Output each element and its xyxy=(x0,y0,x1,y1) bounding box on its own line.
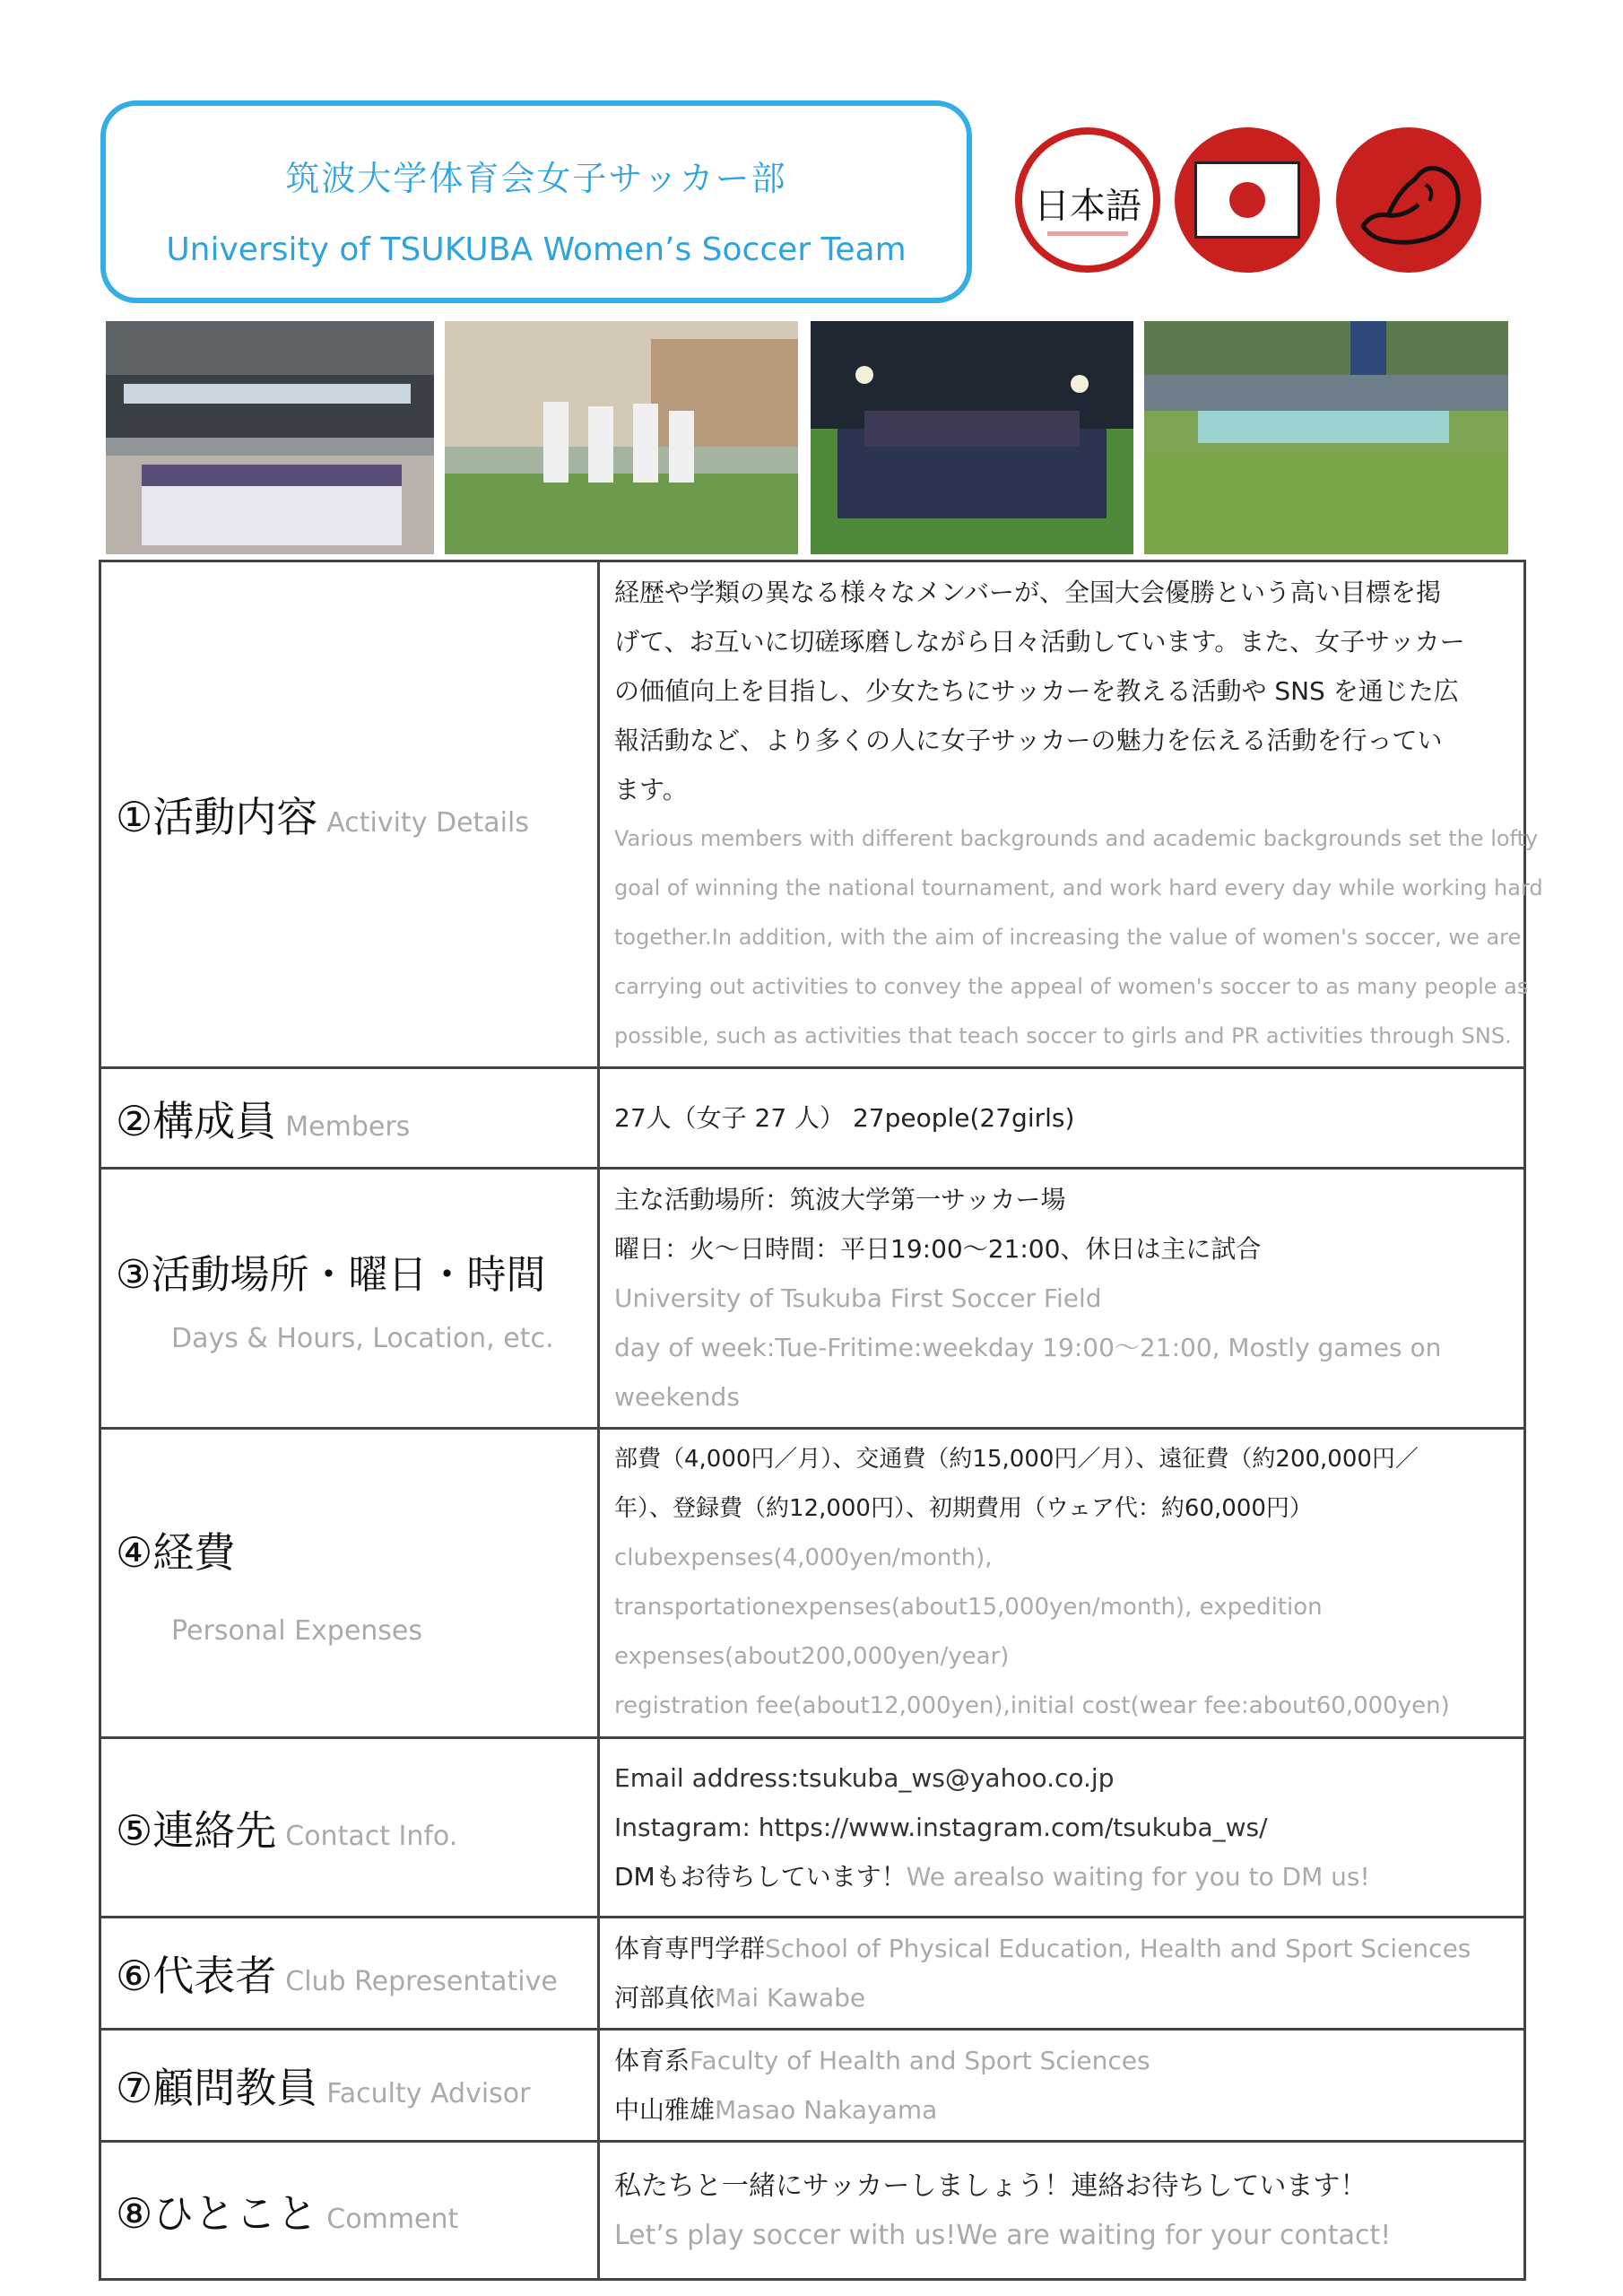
activity-content xyxy=(599,561,1543,1068)
location-label-cell xyxy=(100,1169,599,1429)
comment-label-jp: ⑧ひとこと xyxy=(116,2188,318,2238)
row-contact xyxy=(100,1738,1525,1918)
location-jp-line: 曜日：火〜日時間：平日19:00〜21:00、休日は主に試合 xyxy=(614,1234,1262,1264)
expenses-label-cell xyxy=(100,1429,599,1738)
row-activity xyxy=(100,561,1525,1068)
members-label-en: Members xyxy=(285,1110,411,1143)
expenses-label-jp: ④経費 xyxy=(116,1527,236,1577)
activity-label-jp: ①活動内容 xyxy=(116,793,318,841)
representative-school-en: School of Physical Education, Health and Sport Sciences xyxy=(765,1934,1471,1963)
location-en-line: University of Tsukuba First Soccer Field xyxy=(614,1283,1102,1313)
location-en-line: weekends xyxy=(614,1382,740,1412)
email-address[interactable]: Email address:tsukuba_ws@yahoo.co.jp xyxy=(614,1763,1115,1793)
expenses-en-line: transportationexpenses(about15,000yen/month), expedition xyxy=(614,1594,1323,1621)
advisor-label-jp: ⑦顧問教員 xyxy=(116,2064,318,2112)
dm-en: We arealso waiting for you to DM us! xyxy=(906,1862,1370,1892)
activity-en-line: together.In addition, with the aim of increasing the value of women's soccer, we are xyxy=(614,925,1522,950)
members-line: 27人（女子 27 人） 27people(27girls) xyxy=(614,1103,1075,1133)
representative-school-jp: 体育専門学群 xyxy=(614,1934,766,1963)
advisor-content xyxy=(599,2030,1525,2142)
location-en-line: day of week:Tue-Fritime:weekday 19:00〜21:00, Mostly games on xyxy=(614,1333,1442,1362)
dm-jp: DMもお待ちしています！ xyxy=(614,1862,907,1892)
activity-en-line: goal of winning the national tournament, and work hard every day while working hard xyxy=(614,875,1543,900)
activity-jp-line: 報活動など、より多くの人に女子サッカーの魅力を伝える活動を行ってい xyxy=(614,726,1443,755)
team-photo-1 xyxy=(106,321,434,554)
title-box xyxy=(100,100,972,303)
expenses-en-line: registration fee(about12,000yen),initial cost(wear fee:about60,000yen) xyxy=(614,1692,1450,1719)
members-content xyxy=(599,1068,1525,1169)
advisor-faculty-en: Faculty of Health and Sport Sciences xyxy=(690,2046,1150,2075)
activity-jp-line: ます。 xyxy=(614,775,688,804)
language-label: 日本語 xyxy=(1022,178,1153,229)
comment-label-cell xyxy=(100,2142,599,2280)
title-japanese: 筑波大学体育会女子サッカー部 xyxy=(285,159,787,198)
representative-name-en: Mai Kawabe xyxy=(715,1983,866,2013)
representative-name-jp: 河部真依 xyxy=(614,1983,716,2013)
contact-label-cell xyxy=(100,1738,599,1918)
activity-label-en: Activity Details xyxy=(326,807,529,839)
expenses-en-line: expenses(about200,000yen/year) xyxy=(614,1643,1010,1670)
team-photo-3 xyxy=(811,321,1133,554)
activity-jp-line: 経歴や学類の異なる様々なメンバーが、全国大会優勝という高い目標を掲 xyxy=(614,578,1442,607)
location-label-jp: ③活動場所・曜日・時間 xyxy=(116,1252,546,1298)
expenses-label-en: Personal Expenses xyxy=(171,1614,423,1647)
activity-en-line: carrying out activities to convey the appeal of women's soccer to as many people as xyxy=(614,974,1529,999)
expenses-content xyxy=(599,1429,1525,1738)
activity-en-line: Various members with different backgrounds and academic backgrounds set the lofty xyxy=(614,826,1539,851)
row-comment xyxy=(100,2142,1525,2280)
contact-label-jp: ⑤連絡先 xyxy=(116,1805,277,1855)
expenses-jp-line: 年）、登録費（約12,000円）、初期費用（ウェア代：約60,000円） xyxy=(614,1495,1313,1522)
expenses-en-line: clubexpenses(4,000yen/month), xyxy=(614,1544,993,1571)
row-representative xyxy=(100,1918,1525,2030)
location-jp-line: 主な活動場所：筑波大学第一サッカー場 xyxy=(614,1185,1066,1214)
row-members xyxy=(100,1068,1525,1169)
club-info-table xyxy=(99,560,1543,2281)
members-label-jp: ②構成員 xyxy=(116,1096,277,1145)
advisor-label-cell xyxy=(100,2030,599,2142)
expenses-jp-line: 部費（4,000円／月）、交通費（約15,000円／月）、遠征費（約200,000円／ xyxy=(614,1446,1419,1473)
advisor-faculty-jp: 体育系 xyxy=(614,2046,690,2075)
activity-label-cell xyxy=(100,561,599,1068)
representative-content xyxy=(599,1918,1525,2030)
comment-en: Let’s play soccer with us!We are waiting for your contact! xyxy=(614,2219,1392,2251)
flexed-arm-icon xyxy=(1336,127,1481,273)
activity-en-line: possible, such as activities that teach soccer to girls and PR activities through SNS. xyxy=(614,1023,1512,1048)
row-expenses xyxy=(100,1429,1525,1738)
japanese-language-badge[interactable] xyxy=(1015,127,1160,273)
japan-flag-icon xyxy=(1175,127,1320,273)
row-advisor xyxy=(100,2030,1525,2142)
comment-content xyxy=(599,2142,1525,2280)
flag-rectangle xyxy=(1194,161,1300,239)
location-content xyxy=(599,1169,1525,1429)
activity-jp-line: げて、お互いに切磋琢磨しながら日々活動しています。また、女子サッカー xyxy=(614,627,1465,657)
location-label-en: Days & Hours, Location, etc. xyxy=(171,1323,554,1354)
advisor-label-en: Faculty Advisor xyxy=(326,2078,531,2109)
contact-label-en: Contact Info. xyxy=(285,1820,458,1852)
instagram-link[interactable]: Instagram: https://www.instagram.com/tsukuba_ws/ xyxy=(614,1813,1268,1842)
advisor-name-jp: 中山雅雄 xyxy=(614,2095,716,2125)
team-photo-2 xyxy=(445,321,798,554)
advisor-name-en: Masao Nakayama xyxy=(715,2095,938,2125)
flag-sun xyxy=(1229,182,1265,218)
contact-content xyxy=(599,1738,1525,1918)
representative-label-en: Club Representative xyxy=(285,1966,558,1997)
title-english: University of TSUKUBA Women’s Soccer Team xyxy=(166,231,907,268)
representative-label-cell xyxy=(100,1918,599,2030)
representative-label-jp: ⑥代表者 xyxy=(116,1952,277,2000)
comment-label-en: Comment xyxy=(326,2203,459,2235)
row-location xyxy=(100,1169,1525,1429)
members-label-cell xyxy=(100,1068,599,1169)
activity-jp-line: の価値向上を目指し、少女たちにサッカーを教える活動や SNS を通じた広 xyxy=(614,676,1459,706)
comment-jp: 私たちと一緒にサッカーしましょう！連絡お待ちしています！ xyxy=(614,2170,1367,2202)
team-photo-4 xyxy=(1144,321,1508,554)
